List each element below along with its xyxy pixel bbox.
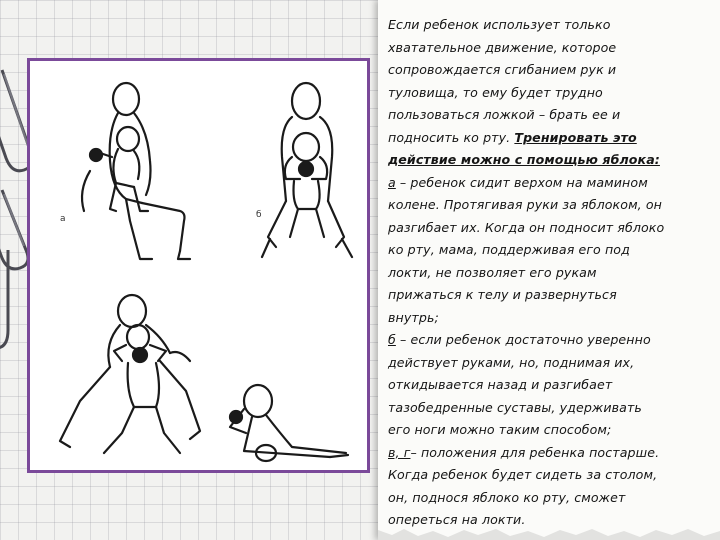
text-line: туловища, то ему будет трудно: [388, 84, 603, 100]
text-line: [388, 442, 714, 465]
mother-child-apple-illustration: [30, 61, 367, 470]
item-marker-a: а: [388, 174, 396, 190]
text-line: сопровождается сгибанием рук и: [388, 62, 617, 77]
text-line: ко рту, мама, поддерживая его под: [388, 242, 630, 257]
text-line: прижаться к телу и развернуться: [388, 287, 617, 302]
paper-clip-icon: [0, 190, 28, 269]
text-line: внутрь;: [388, 309, 439, 325]
item-marker-b: б: [388, 332, 396, 347]
text-plain: – положения для ребенка постарше.: [410, 444, 660, 460]
text-line: [388, 329, 714, 352]
text-line: пользоваться ложкой – брать ее и: [388, 107, 621, 122]
text-line: Когда ребенок будет сидеть за столом,: [388, 467, 658, 482]
text-line: колене. Протягивая руки за яблоком, он: [388, 197, 663, 212]
text-note-panel: [378, 0, 720, 540]
text-line: он, поднося яблоко ко рту, сможет: [388, 489, 626, 505]
figure-b-drawing: [262, 83, 352, 257]
text-line: его ноги можно таким способом;: [388, 422, 612, 437]
text-line: [388, 172, 714, 195]
text-line: Если ребенок использует только: [388, 17, 611, 32]
text-line: локти, не позволяет его рукам: [388, 264, 597, 280]
text-line: действует руками, но, поднимая их,: [388, 354, 635, 370]
illustration-frame: [27, 58, 370, 473]
description-text: [388, 14, 714, 532]
figure-d-drawing: [230, 385, 348, 461]
text-emphasis: действие можно с помощью яблока:: [388, 152, 660, 167]
text-line: разгибает их. Когда он подносит яблоко: [388, 219, 665, 235]
text-line: хватательное движение, которое: [388, 39, 617, 55]
figure-a-drawing: [82, 83, 190, 259]
figure-label-b: б: [256, 210, 262, 220]
paper-clip-icon: [0, 250, 8, 348]
torn-edge-decoration: [378, 526, 720, 540]
figure-label-a: а: [60, 214, 66, 224]
item-marker-v-g: в, г: [388, 444, 411, 460]
text-emphasis: Тренировать это: [514, 129, 637, 145]
text-line: [388, 127, 714, 150]
text-plain: – ребенок сидит верхом на мамином: [395, 174, 648, 190]
text-line: опереться на локти.: [388, 512, 526, 527]
text-line: откидывается назад и разгибает: [388, 377, 613, 392]
text-line: тазобедренные суставы, удерживать: [388, 399, 642, 415]
text-plain: – если ребенок достаточно уверенно: [395, 332, 651, 347]
text-plain: подносить ко рту.: [388, 129, 515, 145]
figure-c-drawing: [60, 295, 200, 453]
